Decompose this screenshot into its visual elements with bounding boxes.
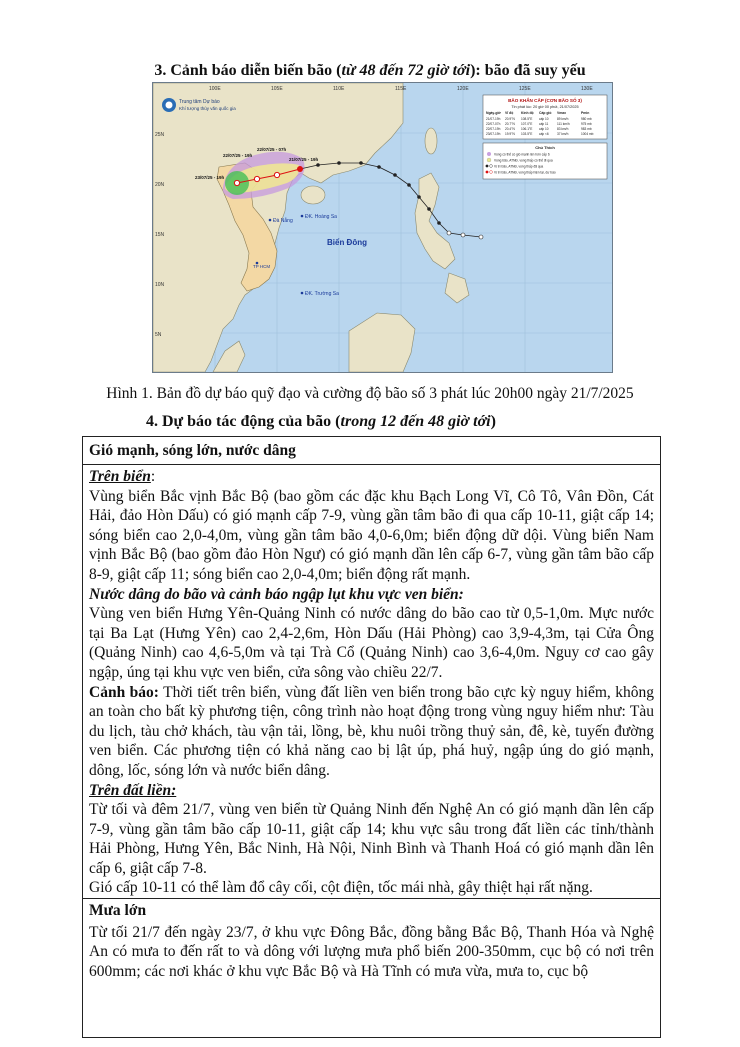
storm-info-box <box>483 95 607 139</box>
land-taiwan <box>425 128 437 154</box>
svg-text:22/07-19h: 22/07-19h <box>486 127 501 131</box>
svg-text:20N: 20N <box>155 182 165 188</box>
map-legend <box>483 143 607 179</box>
svg-text:15N: 15N <box>155 232 165 238</box>
svg-text:Khí tượng thủy văn quốc gia: Khí tượng thủy văn quốc gia <box>179 106 236 111</box>
table-head-wind: Gió mạnh, sóng lớn, nước dâng <box>83 437 660 465</box>
svg-text:Vmax: Vmax <box>557 111 567 115</box>
dat-lien-text: Từ tối và đêm 21/7, vùng ven biển từ Quảng Ninh đến Nghệ An có gió mạnh dần lên cấp 7-9, vùng gần tâm bão cấp 10-11, giật cấp 14; khu vực sâu trong đất liền các tỉnh/thành Hải Phòng, Hưng Yên, Bắc Ninh, Hà Nội, Ninh Bình và Thanh Hoá có gió mạnh dần lên cấp 6, giật cấp 7-8. <box>89 801 654 877</box>
svg-text:5N: 5N <box>155 332 162 338</box>
land-hainan <box>301 186 325 204</box>
mua-text: Từ tối 21/7 đến ngày 23/7, ở khu vực Đông Bắc, đồng bằng Bắc Bộ, Thanh Hóa và Nghệ An có mưa to đến rất to và dông với lượng mưa phổ biến 200-350mm, cục bộ có nơi trên 600mm; các nơi khác ở khu vực Bắc Bộ và Hà Tĩnh có mưa vừa, mưa to, cục bộ <box>89 923 654 980</box>
svg-text:22/07-07h: 22/07-07h <box>486 122 501 126</box>
svg-text:108.5°E: 108.5°E <box>521 117 533 121</box>
svg-text:975 mb: 975 mb <box>581 122 592 126</box>
svg-text:23/07/25 - 19h: 23/07/25 - 19h <box>195 175 225 180</box>
svg-text:100E: 100E <box>209 86 221 92</box>
svg-text:23/07-19h: 23/07-19h <box>486 132 501 136</box>
impact-table <box>82 436 661 1038</box>
section-4-italic: trong 12 đến 48 giờ tới <box>340 413 491 430</box>
tren-bien-label: Trên biển <box>89 468 151 485</box>
svg-text:110E: 110E <box>333 86 345 92</box>
svg-text:103.5°E: 103.5°E <box>521 132 533 136</box>
svg-text:106.1°E: 106.1°E <box>521 127 533 131</box>
svg-text:21/07/25 - 19h: 21/07/25 - 19h <box>289 157 319 162</box>
svg-text:20.7°N: 20.7°N <box>505 122 515 126</box>
svg-text:37 km/h: 37 km/h <box>557 132 569 136</box>
section-4-num: 4. Dự báo tác động của bão ( <box>146 413 341 430</box>
table-head-rain: Mưa lớn <box>83 898 660 921</box>
section-3-num: 3. Cảnh báo diễn biến bão ( <box>154 62 342 79</box>
svg-text:cấp 10: cấp 10 <box>539 127 549 131</box>
svg-text:20.4°N: 20.4°N <box>505 127 515 131</box>
dat-lien-text-2: Gió cấp 10-11 có thể làm đổ cây cối, cột điện, tốc mái nhà, gây thiệt hại rất nặng. <box>89 879 593 897</box>
svg-text:980 mb: 980 mb <box>581 117 592 121</box>
nuoc-dang-label: Nước dâng do bão và cảnh báo ngập lụt khu vực ven biển: <box>89 585 464 603</box>
table-cell-wind: Trên biển: Vùng biển Bắc vịnh Bắc Bộ (bao gồm các đặc khu Bạch Long Vĩ, Cô Tô, Vân Đồn, Cát Hải, đảo Hòn Dấu) có gió mạnh cấp 7-9, vùng gần tâm bão đi qua cấp 10-11, giật cấp 14; sóng biển cao 2,0-4,0m, vùng gần tâm bão 4,0-6,0m; biển động dữ dội. Vùng biển Nam vịnh Bắc Bộ (bao gồm đảo Hòn Ngư) có gió mạnh dần lên cấp 6-7, vùng gần tâm bão cấp 8-9, giật cấp 11; sóng biển cao 2,0-4,0m; biển động rất mạnh. Nước dâng do bão và cảnh báo ngập lụt khu vực ven biển: Vùng ven biển Hưng Yên-Quảng Ninh có nước dâng do bão cao từ 0,5-1,0m. Mực nước tại Ba Lạt (Hưng Yên) cao 2,4-2,6m, Hòn Dấu (Hải Phòng) cao 3,9-4,3m, tại Cửa Ông (Quảng Ninh) cao 4,6-5,0m và tại Trà Cổ (Quảng Ninh) cao 3,6-4,0m. Nguy cơ cao gây ngập, úng tại khu vực ven biển, cửa sông vào chiều 22/7. Cảnh báo: Thời tiết trên biển, vùng đất liền ven biển trong bão cực kỳ nguy hiểm, không an toàn cho bất kỳ phương tiện, công trình nào hoạt động trong vùng nguy hiểm như: Tàu du lịch, tàu chở khách, tàu vận tải, lồng, bè, khu nuôi trồng thuỷ sản, đê, kè, tuyến đường ven biển. Các phương tiện có khả năng cao bị lật úp, phá huỷ, ngập úng do gió mạnh, dông, lốc, sóng lớn và nước biển dâng. Trên đất liền: Từ tối và đêm 21/7, vùng ven biển từ Quảng Ninh đến Nghệ An có gió mạnh dần lên cấp 7-9, vùng gần tâm bão cấp 10-11, giật cấp 14; khu vực sâu trong đất liền các tỉnh/thành Hải Phòng, Hưng Yên, Bắc Ninh, Hà Nội, Ninh Bình và Thanh Hoá có gió mạnh dần lên cấp 6, giật cấp 7-8. Gió cấp 10-11 có thể làm đổ cây cối, cột điện, tốc mái nhà, gây thiệt hại rất nặng. <box>89 468 654 897</box>
section-4-tail: ) <box>490 413 496 430</box>
svg-text:105E: 105E <box>271 86 283 92</box>
svg-text:10N: 10N <box>155 282 165 288</box>
svg-text:22/07/25 - 07h: 22/07/25 - 07h <box>257 147 287 152</box>
svg-text:Cấp gió: Cấp gió <box>539 111 552 115</box>
svg-text:Trung tâm Dự báo: Trung tâm Dự báo <box>179 99 220 105</box>
svg-text:125E: 125E <box>519 86 531 92</box>
svg-text:cấp 10: cấp 10 <box>539 117 549 121</box>
svg-text:Chú Thích: Chú Thích <box>535 145 555 150</box>
svg-text:BÃO KHẨN CẤP (CƠN BÃO SỐ 3): BÃO KHẨN CẤP (CƠN BÃO SỐ 3) <box>508 98 582 103</box>
svg-text:1004 mb: 1004 mb <box>581 132 594 136</box>
svg-text:983 mb: 983 mb <box>581 127 592 131</box>
svg-text:20.9°N: 20.9°N <box>505 117 515 121</box>
svg-text:21/07-19h: 21/07-19h <box>486 117 501 121</box>
section-4-heading <box>146 412 496 432</box>
svg-text:Đà Nẵng: Đà Nẵng <box>273 218 293 224</box>
svg-text:Biển Đông: Biển Đông <box>327 238 367 247</box>
table-cell-rain <box>83 921 660 982</box>
canh-bao-text: Thời tiết trên biển, vùng đất liền ven biển trong bão cực kỳ nguy hiểm, không an toàn cho bất kỳ phương tiện, công trình nào hoạt động trong vùng nguy hiểm như: Tàu du lịch, tàu chở khách, tàu vận tải, lồng, bè, khu nuôi trồng thuỷ sản, đê, kè, tuyến đường ven biển. Các phương tiện có khả năng cao bị lật úp, phá huỷ, ngập úng do gió mạnh, dông, lốc, sóng lớn và nước biển dâng. <box>89 683 654 779</box>
svg-text:Vị trí bão, ATNĐ, vùng thấp đã: Vị trí bão, ATNĐ, vùng thấp đã qua <box>494 164 544 169</box>
svg-text:Vùng có thể có gió mạnh lên hơ: Vùng có thể có gió mạnh lên hơn cấp 6 <box>494 152 550 157</box>
section-3-tail: ): bão đã suy yếu <box>470 62 586 79</box>
svg-text:22/07/25 - 19h: 22/07/25 - 19h <box>223 153 253 158</box>
svg-text:19.9°N: 19.9°N <box>505 132 515 136</box>
svg-text:115E: 115E <box>395 86 407 92</box>
svg-text:ĐK. Hoàng Sa: ĐK. Hoàng Sa <box>305 214 337 220</box>
tren-bien-text: Vùng biển Bắc vịnh Bắc Bộ (bao gồm các đặc khu Bạch Long Vĩ, Cô Tô, Vân Đồn, Cát Hải, đảo Hòn Dấu) có gió mạnh cấp 7-9, vùng gần tâm bão đi qua cấp 10-11, giật cấp 14; sóng biển cao 2,0-4,0m, vùng gần tâm bão 4,0-6,0m; biển động dữ dội. Vùng biển Nam vịnh Bắc Bộ (bao gồm đảo Hòn Ngư) có gió mạnh dần lên cấp 6-7, vùng gần tâm bão cấp 8-9, giật cấp 11; sóng biển cao 2,0-4,0m; biển động rất mạnh. <box>89 487 654 583</box>
svg-text:Vị trí bão, ATNĐ, vùng thấp hi: Vị trí bão, ATNĐ, vùng thấp hiện tại, dự báo <box>494 170 556 175</box>
svg-text:89 km/h: 89 km/h <box>557 117 569 121</box>
svg-text:cấp 11: cấp 11 <box>539 122 549 126</box>
svg-text:cấp <6: cấp <6 <box>539 132 549 136</box>
svg-text:Tin phát lúc: 20 giờ 00 phút,: Tin phát lúc: 20 giờ 00 phút, 21/07/2025 <box>511 105 579 109</box>
nuoc-dang-text: Vùng ven biển Hưng Yên-Quảng Ninh có nước dâng do bão cao từ 0,5-1,0m. Mực nước tại Ba Lạt (Hưng Yên) cao 2,4-2,6m, Hòn Dấu (Hải Phòng) cao 3,9-4,3m, tại Cửa Ông (Quảng Ninh) cao 4,6-5,0m và tại Trà Cổ (Quảng Ninh) cao 3,6-4,0m. Nguy cơ cao gây ngập, úng tại khu vực ven biển, cửa sông vào chiều 22/7. <box>89 605 654 681</box>
svg-text:Vĩ độ: Vĩ độ <box>505 111 514 115</box>
svg-text:Ngày-giờ: Ngày-giờ <box>486 111 501 115</box>
svg-text:83 km/h: 83 km/h <box>557 127 569 131</box>
canh-bao-label: Cảnh báo: <box>89 683 159 701</box>
dat-lien-label: Trên đất liền: <box>89 781 177 799</box>
svg-text:107.0°E: 107.0°E <box>521 122 533 126</box>
section-3-italic: từ 48 đến 72 giờ tới <box>341 62 471 79</box>
svg-text:ĐK. Trường Sa: ĐK. Trường Sa <box>305 291 339 297</box>
section-3-heading <box>0 61 740 81</box>
svg-text:130E: 130E <box>581 86 593 92</box>
svg-text:Vùng bão, ATNĐ, vùng thấp có t: Vùng bão, ATNĐ, vùng thấp có thể đi qua <box>494 158 553 163</box>
svg-text:Kinh độ: Kinh độ <box>521 111 534 115</box>
svg-text:Pmin: Pmin <box>581 111 590 115</box>
storm-forecast-map <box>152 82 613 373</box>
svg-text:25N: 25N <box>155 132 165 138</box>
figure-caption: Hình 1. Bản đồ dự báo quỹ đạo và cường độ bão số 3 phát lúc 20h00 ngày 21/7/2025 <box>106 385 634 402</box>
svg-text:TP HCM: TP HCM <box>253 264 271 269</box>
svg-text:120E: 120E <box>457 86 469 92</box>
svg-text:111 km/h: 111 km/h <box>557 122 570 126</box>
